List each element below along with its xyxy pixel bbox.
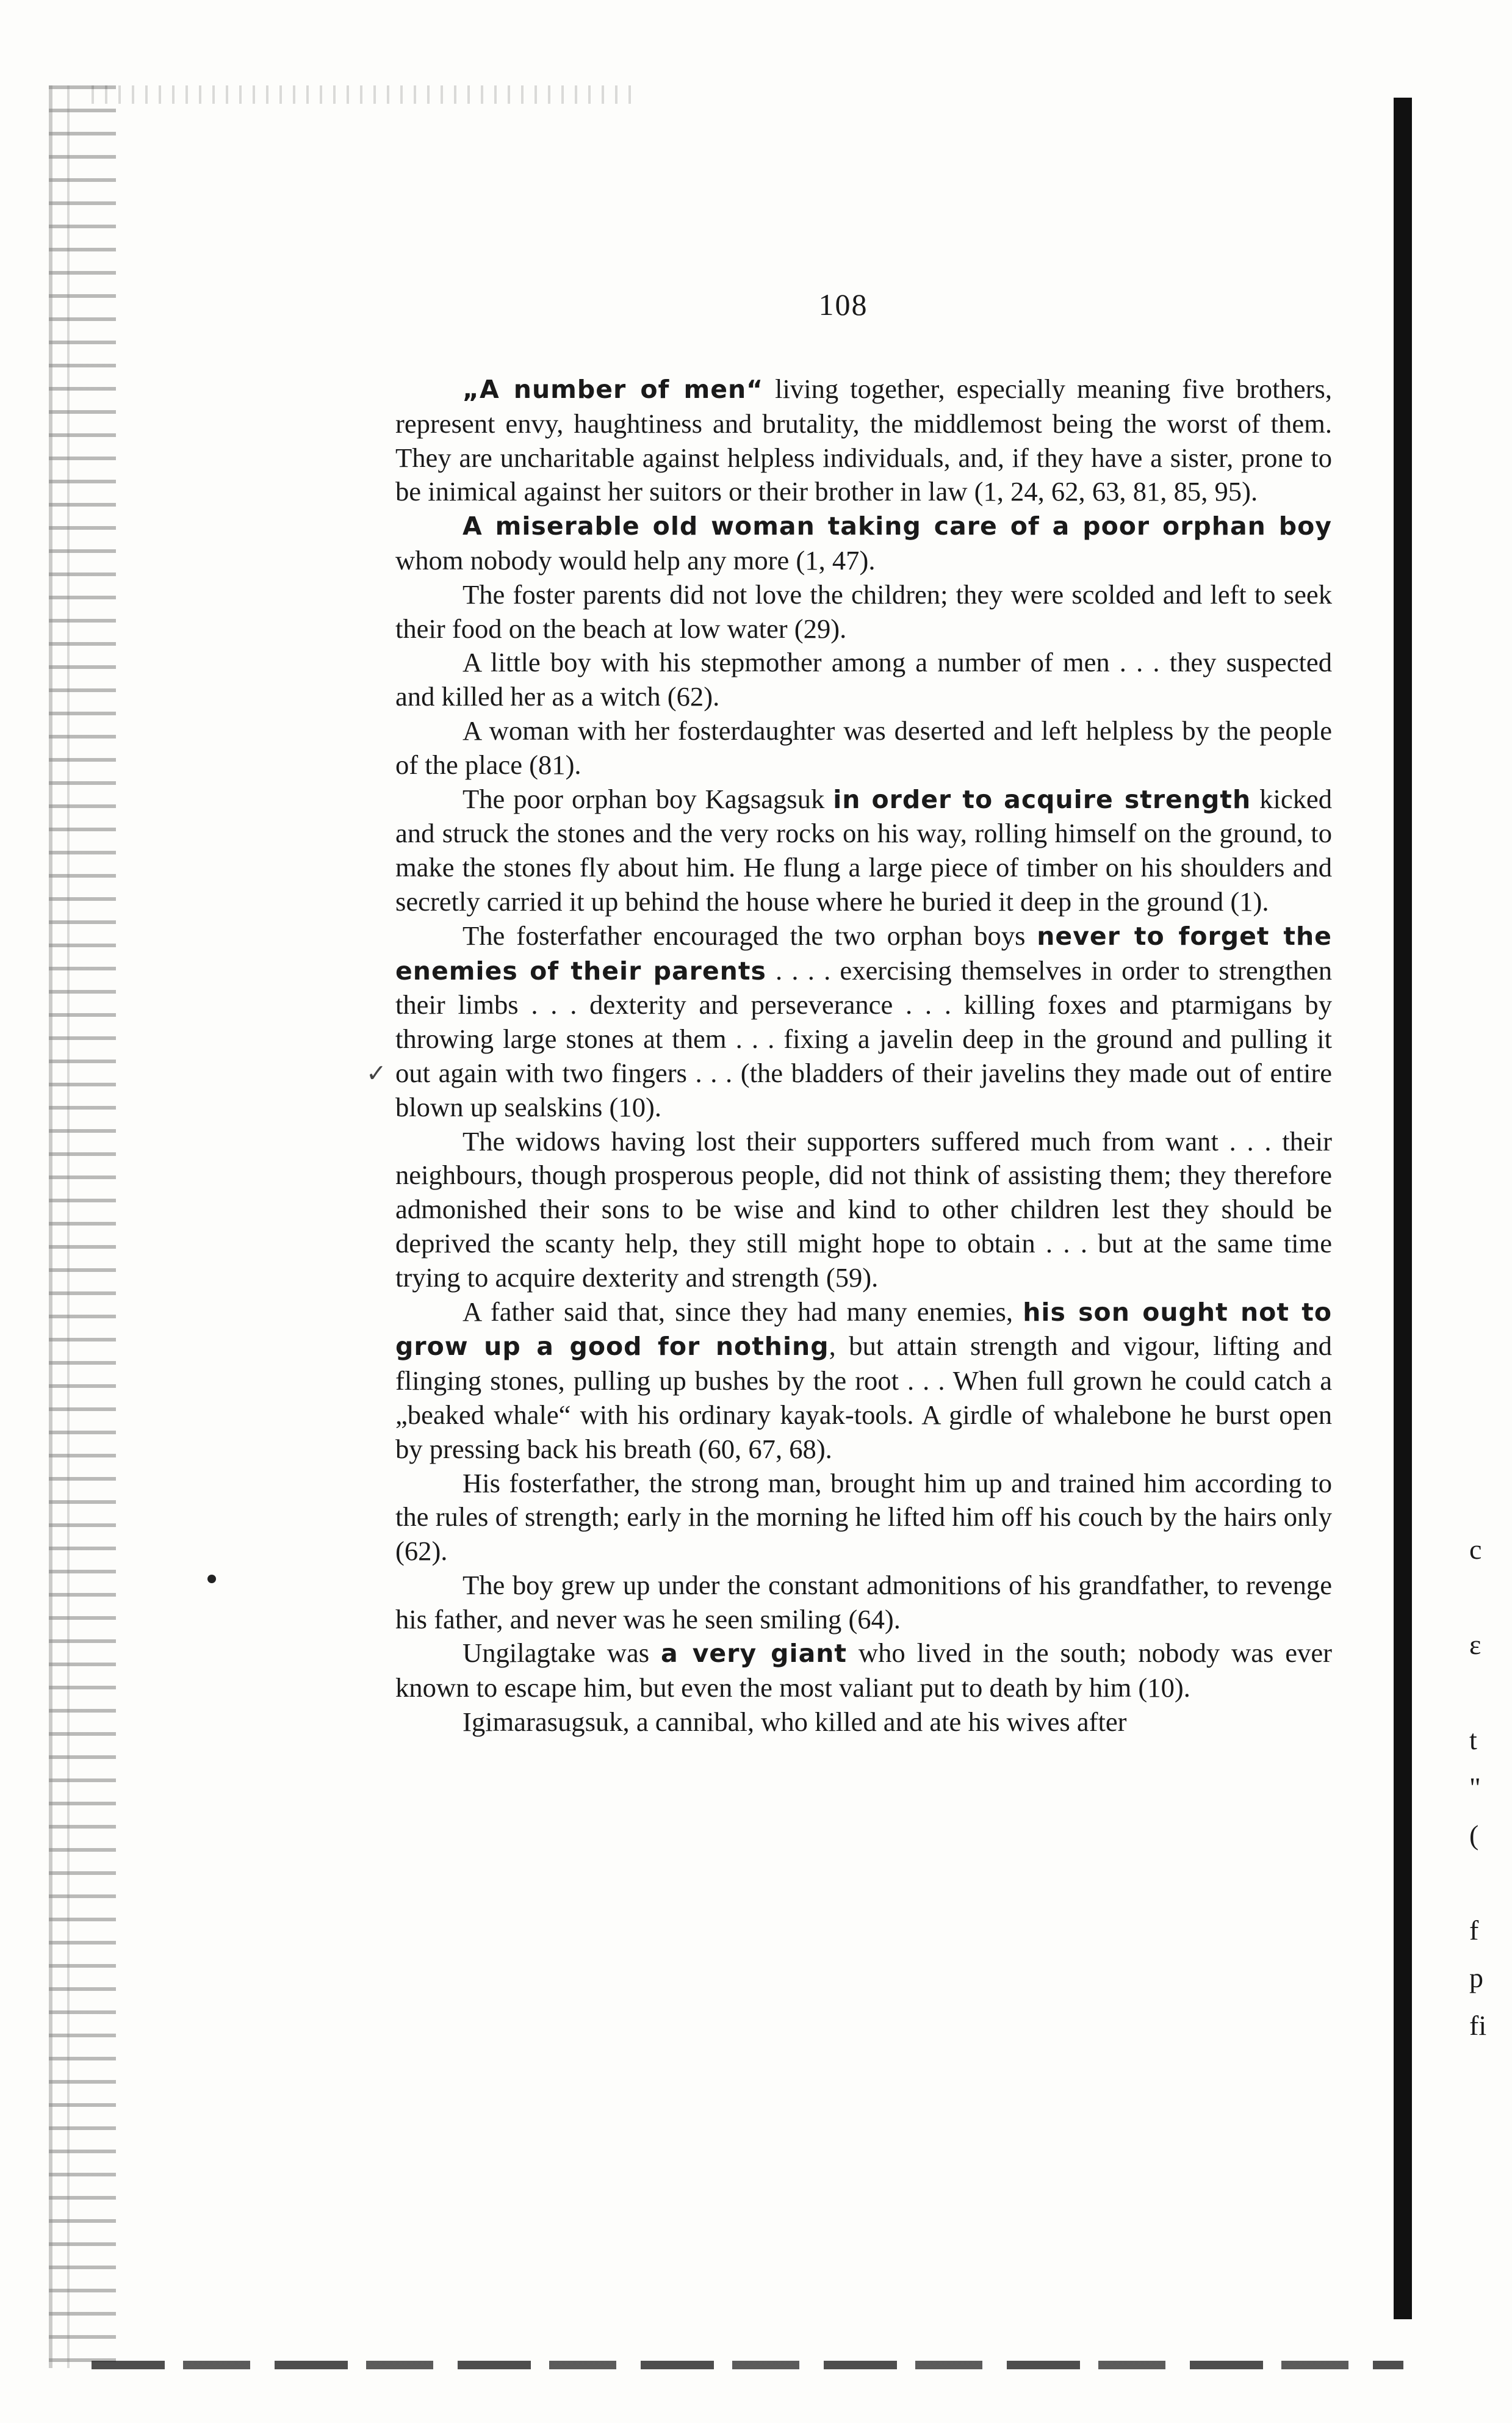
emphasis-phrase: never to forget the enemies of their parents: [395, 921, 1332, 986]
paragraph: [395, 1569, 1332, 1637]
paragraph: [395, 782, 1332, 919]
emphasis-phrase: his son ought not to grow up a good for nothing: [395, 1297, 1332, 1362]
binding-edge-shadow: [49, 85, 116, 2368]
text-run: The foster parents did not love the children; they were scolded and left to seek their food on the beach at low water (29).: [395, 579, 1332, 644]
emphasis-phrase: „A number of men“: [463, 375, 764, 404]
paragraph: [395, 919, 1332, 1125]
body-text: [395, 372, 1332, 1739]
margin-fragment: ε: [1469, 1629, 1481, 1660]
paragraph: [395, 1705, 1332, 1739]
text-run: His fosterfather, the strong man, brought him up and trained him according to the rules of strength; early in the morning he lifted him off his couch by the hairs only (62).: [395, 1467, 1332, 1567]
margin-fragment: [1469, 1859, 1512, 1907]
paragraph: [395, 646, 1332, 714]
text-run: who lived in the south; nobody was ever known to escape him, but even the most valiant put to death by him (10).: [395, 1638, 1332, 1703]
paragraph: [395, 714, 1332, 782]
text-run: , but attain strength and vigour, lifting and flinging stones, pulling up bushes by the root . . . When full grown he could catch a „beaked whale“ with his ordinary kayak-tools. A girdle of whalebone he burst open by pressing back his breath (60, 67, 68).: [395, 1331, 1332, 1464]
text-run: A little boy with his stepmother among a number of men . . . they suspected and killed her as a witch (62).: [395, 647, 1332, 712]
text-run: A woman with her fosterdaughter was deserted and left helpless by the people of the place (81).: [395, 715, 1332, 780]
text-run: kicked and struck the stones and the very rocks on his way, rolling himself on the ground, to make the stones fly about him. He flung a large piece of timber on his shoulders and secretly carried it up behind the house where he buried it deep in the ground (1).: [395, 783, 1333, 917]
text-run: A father said that, since they had many enemies,: [463, 1296, 1023, 1327]
text-run: The fosterfather encouraged the two orphan boys: [463, 920, 1037, 951]
paragraph: [395, 372, 1332, 509]
emphasis-phrase: a very giant: [661, 1639, 848, 1669]
paragraph: [395, 1636, 1332, 1705]
text-run: The widows having lost their supporters suffered much from want . . . their neighbours, though prosperous people, did not think of assisting them; they therefore admonished their sons to be wise and kind to other children lest they should be deprived the scanty help, they still might hope to obtain . . . but at the same time trying to acquire dexterity and strength (59).: [395, 1125, 1332, 1293]
text-run: living together, especially meaning five brothers, represent envy, haughtiness and brutality, the middlemost being the worst of them. They are uncharitable against helpless individuals, and, if they have a sister, prone to be inimical against her suitors or their brother in law (1, 24, 62, 63, 81, 85, 95).: [395, 374, 1332, 507]
emphasis-phrase: in order to acquire strength: [833, 784, 1251, 814]
text-run: . . . . exercising themselves in order to strengthen their limbs . . . dexterity and perseverance . . . killing foxes and ptarmigans by throwing large stones at them . . . fixing a javelin deep in the ground and pulling it out again with two fingers . . . (the bladders of their javelins they made out of entire blown up sealskins (10).: [395, 955, 1332, 1122]
margin-fragment: [1469, 1669, 1512, 1716]
emphasis-phrase: A miserable old woman taking care of a poor orphan boy: [463, 511, 1332, 541]
margin-fragment: f: [1469, 1915, 1479, 1946]
text-run: The poor orphan boy Kagsagsuk: [463, 783, 833, 814]
paragraph: [395, 1295, 1332, 1467]
facing-page-fragments: [1469, 1526, 1512, 2049]
margin-fragment: p: [1469, 1962, 1483, 1993]
text-run: whom nobody would help any more (1, 47).: [395, 544, 876, 576]
margin-fragment: fi: [1469, 2010, 1487, 2041]
text-run: Ungilagtake was: [463, 1638, 661, 1669]
gutter-shadow-bar: [1394, 98, 1412, 2319]
scan-bottom-edge: [92, 2361, 1403, 2369]
margin-dot: [207, 1575, 216, 1583]
margin-fragment: c: [1469, 1534, 1482, 1565]
paragraph: [395, 1467, 1332, 1569]
paragraph: [395, 1125, 1332, 1295]
paragraph: [395, 578, 1332, 646]
margin-fragment: ": [1469, 1772, 1481, 1803]
margin-fragment: t: [1469, 1724, 1477, 1755]
page-number: 108: [818, 287, 868, 322]
margin-fragment: [1469, 1573, 1512, 1621]
text-run: The boy grew up under the constant admonitions of his grandfather, to revenge his father, and never was he seen smiling (64).: [395, 1569, 1332, 1634]
scan-speckle: [92, 85, 641, 104]
text-run: Igimarasugsuk, a cannibal, who killed and ate his wives after: [463, 1706, 1127, 1738]
margin-tick-mark: ✓: [366, 1060, 387, 1087]
margin-fragment: (: [1469, 1819, 1479, 1851]
paragraph: [395, 509, 1332, 578]
